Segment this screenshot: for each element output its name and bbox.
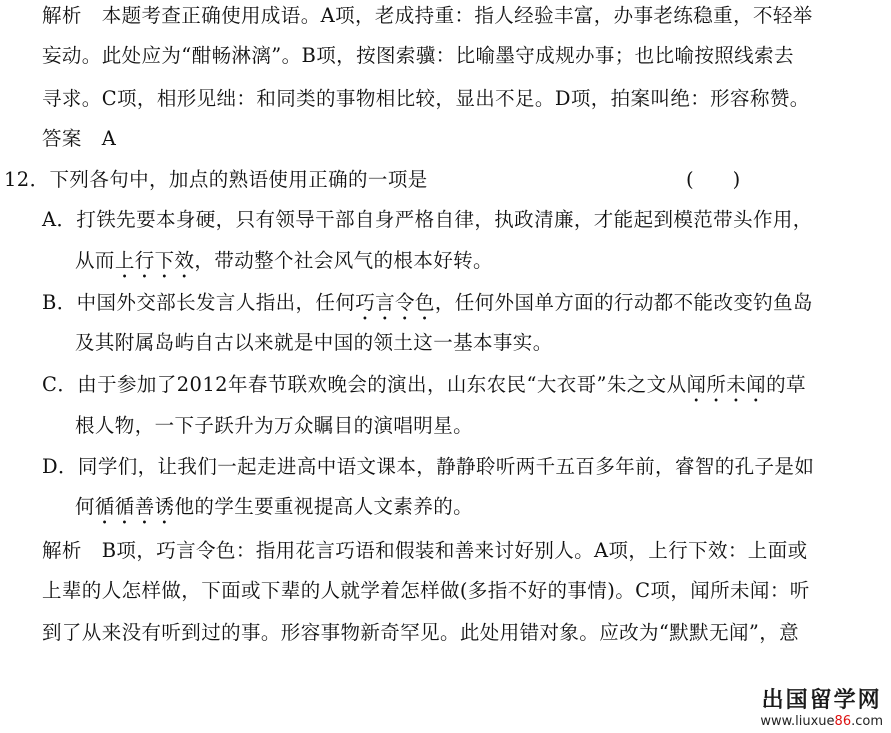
option-b-text-post: ，任何外国单方面的行动都不能改变钓鱼岛 bbox=[434, 291, 813, 314]
option-a-text-post: ，带动整个社会风气的根本好转。 bbox=[194, 249, 493, 272]
analysis-11-line-2: 妄动。此处应为“酣畅淋漓”。B项，按图索骥：比喻墨守成规办事；也比喻按照线索去 bbox=[42, 44, 794, 67]
option-d-line-1: D．同学们，让我们一起走进高中语文课本，静静聆听两千五百多年前，睿智的孔子是如 bbox=[42, 455, 815, 478]
analysis-12-line-2: 上辈的人怎样做，下面或下辈的人就学着怎样做(多指不好的事情)。C项，闻所未闻：听 bbox=[42, 579, 810, 602]
question-stem: 下列各句中，加点的熟语使用正确的一项是 bbox=[49, 168, 428, 191]
watermark-url bbox=[760, 714, 883, 729]
option-d-line-2 bbox=[75, 495, 473, 529]
question-12-stem-line bbox=[4, 168, 428, 192]
question-number: 12． bbox=[4, 168, 50, 191]
option-c-line-1 bbox=[42, 373, 806, 407]
option-a-line-2 bbox=[75, 249, 493, 283]
answer-11: 答案 A bbox=[42, 127, 117, 150]
analysis-11-line-1: 解析 本题考查正确使用成语。A项，老成持重：指人经验丰富，办事老练稳重，不轻举 bbox=[42, 4, 813, 27]
dotted-idiom-b: 巧言令色 bbox=[355, 291, 435, 314]
watermark-url-prefix: www.liuxue bbox=[760, 714, 835, 729]
option-b-line-2: 及其附属岛屿自古以来就是中国的领土这一基本事实。 bbox=[75, 331, 553, 354]
watermark-url-number: 86 bbox=[834, 714, 852, 729]
dotted-idiom-a: 上行下效 bbox=[114, 249, 195, 272]
option-c-text-post: 的草 bbox=[766, 373, 806, 396]
option-a-line-1: A．打铁先要本身硬，只有领导干部自身严格自律，执政清廉，才能起到模范带头作用， bbox=[42, 208, 813, 231]
option-b-text-pre: B．中国外交部长发言人指出，任何 bbox=[42, 291, 356, 314]
site-watermark bbox=[760, 688, 883, 729]
dotted-idiom-d: 循循善诱 bbox=[94, 495, 175, 518]
option-a-text-pre: 从而 bbox=[75, 249, 115, 272]
watermark-url-suffix: .com bbox=[851, 714, 883, 729]
option-d-text-pre: 何 bbox=[75, 495, 95, 518]
answer-blank: ( ) bbox=[686, 168, 741, 191]
analysis-12-line-1: 解析 B项，巧言令色：指用花言巧语和假装和善来讨好别人。A项，上行下效：上面或 bbox=[42, 539, 808, 562]
option-d-text-post: 他的学生要重视提高人文素养的。 bbox=[174, 495, 474, 518]
option-c-line-2: 根人物，一下子跃升为万众瞩目的演唱明星。 bbox=[75, 414, 474, 437]
option-c-text-pre: C．由于参加了2012年春节联欢晚会的演出，山东农民“大衣哥”朱之文从 bbox=[42, 373, 687, 396]
analysis-11-line-3: 寻求。C项，相形见绌：和同类的事物相比较，显出不足。D项，拍案叫绝：形容称赞。 bbox=[42, 87, 810, 110]
option-b-line-1 bbox=[42, 291, 813, 325]
analysis-12-line-3: 到了从来没有听到过的事。形容事物新奇罕见。此处用错对象。应改为“默默无闻”，意 bbox=[42, 621, 800, 644]
dotted-idiom-c: 闻所未闻 bbox=[686, 373, 767, 396]
watermark-title: 出国留学网 bbox=[761, 688, 882, 713]
